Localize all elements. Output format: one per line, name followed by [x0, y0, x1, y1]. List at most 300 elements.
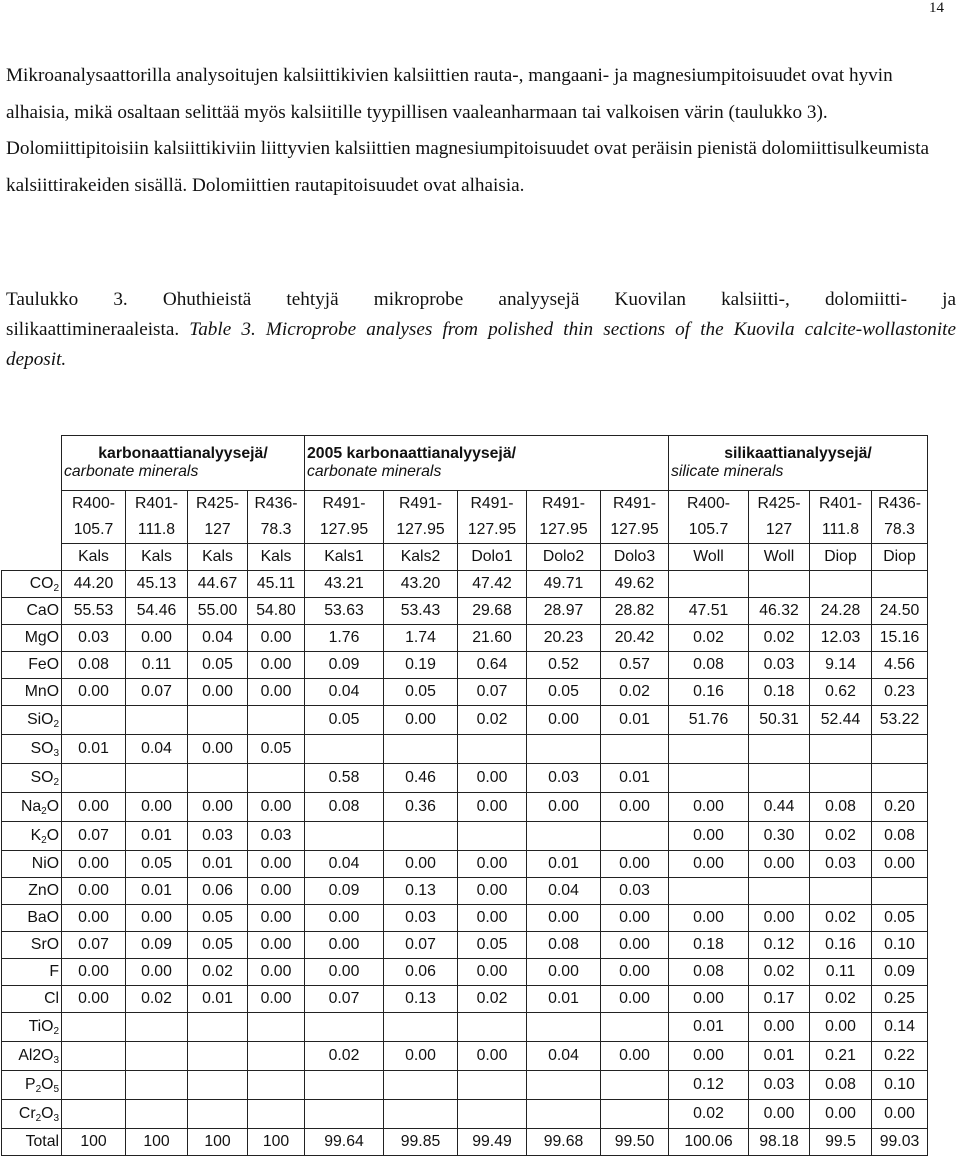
value-cell — [872, 764, 928, 793]
value-cell: 0.03 — [749, 652, 810, 679]
sample-id — [669, 491, 749, 544]
sample-id — [749, 491, 810, 544]
value-cell — [749, 571, 810, 598]
sample-id-top: R401- — [818, 495, 863, 512]
value-cell: 0.00 — [62, 851, 126, 878]
oxide-label: $CO_2$ — [2, 571, 62, 598]
sample-id-bottom: 105.7 — [73, 521, 114, 538]
value-cell: 55.00 — [188, 598, 248, 625]
value-cell — [810, 878, 872, 905]
value-cell: 0.13 — [384, 986, 458, 1013]
value-cell: 0.05 — [188, 652, 248, 679]
sample-id — [62, 491, 126, 544]
value-cell: 1.76 — [305, 625, 384, 652]
corner-cell — [2, 544, 62, 571]
value-cell: 0.02 — [126, 986, 188, 1013]
value-cell — [305, 822, 384, 851]
value-cell — [126, 1042, 188, 1071]
value-cell: 0.09 — [872, 959, 928, 986]
sample-id-top: R425- — [195, 495, 240, 512]
oxide-label: MnO — [2, 679, 62, 706]
value-cell — [62, 706, 126, 735]
value-cell — [872, 571, 928, 598]
value-cell — [527, 1013, 601, 1042]
value-cell — [810, 571, 872, 598]
value-cell: 0.00 — [601, 986, 669, 1013]
table-row — [2, 1100, 928, 1129]
oxide-label: MgO — [2, 625, 62, 652]
sample-id-top: R425- — [757, 495, 801, 512]
table-row — [2, 679, 928, 706]
value-cell: 0.09 — [305, 878, 384, 905]
sample-id-top: R491- — [612, 495, 657, 512]
value-cell — [458, 1013, 527, 1042]
oxide-label: $Al2O_3$ — [2, 1042, 62, 1071]
value-cell: 54.46 — [126, 598, 188, 625]
value-cell: 0.02 — [810, 986, 872, 1013]
value-cell: 0.46 — [384, 764, 458, 793]
value-cell: 0.00 — [458, 793, 527, 822]
value-cell: 0.58 — [305, 764, 384, 793]
value-cell — [384, 1100, 458, 1129]
value-cell: 0.00 — [248, 878, 305, 905]
value-cell: 0.02 — [601, 679, 669, 706]
sample-id — [810, 491, 872, 544]
value-cell: 0.02 — [810, 905, 872, 932]
value-cell — [872, 735, 928, 764]
value-cell: 0.01 — [188, 986, 248, 1013]
value-cell: 99.85 — [384, 1129, 458, 1156]
value-cell: 0.05 — [872, 905, 928, 932]
value-cell: 0.05 — [248, 735, 305, 764]
value-cell: 0.12 — [749, 932, 810, 959]
value-cell: 0.00 — [305, 905, 384, 932]
value-cell: 0.00 — [188, 793, 248, 822]
group-header — [305, 436, 669, 491]
value-cell — [749, 764, 810, 793]
value-cell: 0.13 — [384, 878, 458, 905]
value-cell: 0.14 — [872, 1013, 928, 1042]
value-cell: 0.00 — [601, 959, 669, 986]
value-cell: 12.03 — [810, 625, 872, 652]
value-cell: 0.08 — [810, 1071, 872, 1100]
value-cell — [749, 735, 810, 764]
oxide-label: $P_2O_5$ — [2, 1071, 62, 1100]
value-cell: 0.01 — [62, 735, 126, 764]
value-cell: 0.03 — [384, 905, 458, 932]
value-cell: 0.00 — [669, 1042, 749, 1071]
sample-id-bottom: 111.8 — [137, 521, 176, 538]
value-cell: 0.00 — [62, 793, 126, 822]
value-cell: 0.00 — [126, 793, 188, 822]
value-cell: 0.08 — [527, 932, 601, 959]
value-cell: 0.21 — [810, 1042, 872, 1071]
sample-id — [458, 491, 527, 544]
sample-id — [384, 491, 458, 544]
value-cell — [458, 1071, 527, 1100]
value-cell: 0.00 — [669, 793, 749, 822]
value-cell: 0.02 — [810, 822, 872, 851]
value-cell: 0.07 — [126, 679, 188, 706]
value-cell: 28.82 — [601, 598, 669, 625]
oxide-label: $Na_2O$ — [2, 793, 62, 822]
value-cell: 0.00 — [749, 851, 810, 878]
value-cell: 0.16 — [810, 932, 872, 959]
value-cell: 0.10 — [872, 932, 928, 959]
value-cell: 0.52 — [527, 652, 601, 679]
table-row — [2, 764, 928, 793]
value-cell — [669, 764, 749, 793]
value-cell — [62, 1013, 126, 1042]
value-cell: 0.00 — [126, 959, 188, 986]
sample-id-top: R400- — [71, 495, 116, 512]
value-cell: 0.18 — [749, 679, 810, 706]
value-cell — [305, 735, 384, 764]
sample-id-bottom: 127.95 — [467, 521, 517, 538]
value-cell: 0.02 — [669, 625, 749, 652]
value-cell: 53.63 — [305, 598, 384, 625]
mineral-name: Woll — [749, 544, 810, 571]
value-cell: 0.00 — [384, 706, 458, 735]
sample-id-bottom: 127.95 — [539, 521, 588, 538]
value-cell — [126, 764, 188, 793]
value-cell: 0.00 — [458, 851, 527, 878]
mineral-name: Diop — [810, 544, 872, 571]
sample-id-top: R401- — [134, 495, 179, 512]
value-cell: 0.08 — [810, 793, 872, 822]
value-cell: 0.12 — [669, 1071, 749, 1100]
value-cell: 49.71 — [527, 571, 601, 598]
value-cell — [188, 764, 248, 793]
value-cell: 0.03 — [749, 1071, 810, 1100]
sample-id — [188, 491, 248, 544]
microprobe-table — [1, 435, 928, 1156]
value-cell: 0.05 — [458, 932, 527, 959]
value-cell: 0.00 — [458, 905, 527, 932]
value-cell: 0.03 — [248, 822, 305, 851]
value-cell — [527, 822, 601, 851]
value-cell — [669, 735, 749, 764]
value-cell: 0.00 — [248, 851, 305, 878]
value-cell — [188, 706, 248, 735]
value-cell: 15.16 — [872, 625, 928, 652]
value-cell: 9.14 — [810, 652, 872, 679]
sample-id-bottom: 127.95 — [610, 521, 659, 538]
value-cell — [248, 1100, 305, 1129]
value-cell: 46.32 — [749, 598, 810, 625]
mineral-name: Kals — [248, 544, 305, 571]
oxide-label: Total — [2, 1129, 62, 1156]
value-cell: 0.08 — [62, 652, 126, 679]
value-cell: 52.44 — [810, 706, 872, 735]
value-cell: 0.01 — [527, 986, 601, 1013]
value-cell: 100 — [188, 1129, 248, 1156]
oxide-label: $SO_2$ — [2, 764, 62, 793]
group-subtitle: carbonate minerals — [64, 463, 199, 480]
oxide-label: F — [2, 959, 62, 986]
value-cell — [62, 1042, 126, 1071]
value-cell: 0.02 — [669, 1100, 749, 1129]
value-cell: 43.20 — [384, 571, 458, 598]
value-cell: 0.00 — [305, 959, 384, 986]
sample-id-bottom: 111.8 — [821, 521, 860, 538]
value-cell — [527, 1100, 601, 1129]
value-cell — [126, 706, 188, 735]
sample-id-top: R491- — [541, 495, 586, 512]
mineral-name: Dolo2 — [527, 544, 601, 571]
mineral-name: Diop — [872, 544, 928, 571]
value-cell: 0.64 — [458, 652, 527, 679]
value-cell — [669, 571, 749, 598]
table-row — [2, 793, 928, 822]
value-cell — [669, 878, 749, 905]
value-cell: 0.01 — [188, 851, 248, 878]
table-row — [2, 932, 928, 959]
value-cell: 0.09 — [305, 652, 384, 679]
value-cell: 98.18 — [749, 1129, 810, 1156]
value-cell — [248, 1013, 305, 1042]
oxide-label: $SO_3$ — [2, 735, 62, 764]
sample-id — [872, 491, 928, 544]
value-cell: 0.07 — [62, 822, 126, 851]
oxide-label: $Cr_2O_3$ — [2, 1100, 62, 1129]
value-cell: 0.01 — [126, 878, 188, 905]
value-cell: 99.49 — [458, 1129, 527, 1156]
sample-id-top: R436- — [877, 495, 922, 512]
value-cell: 0.02 — [458, 986, 527, 1013]
value-cell: 4.56 — [872, 652, 928, 679]
value-cell — [458, 735, 527, 764]
mineral-name: Kals1 — [305, 544, 384, 571]
value-cell — [384, 1013, 458, 1042]
value-cell: 0.00 — [384, 1042, 458, 1071]
value-cell: 0.00 — [458, 878, 527, 905]
value-cell: 53.22 — [872, 706, 928, 735]
value-cell: 0.04 — [188, 625, 248, 652]
sample-id-bottom: 127 — [765, 521, 793, 538]
table-row — [2, 1129, 928, 1156]
value-cell: 0.03 — [601, 878, 669, 905]
value-cell: 99.03 — [872, 1129, 928, 1156]
value-cell — [188, 1071, 248, 1100]
value-cell: 0.18 — [669, 932, 749, 959]
oxide-label: SrO — [2, 932, 62, 959]
value-cell: 0.00 — [248, 905, 305, 932]
value-cell: 0.57 — [601, 652, 669, 679]
value-cell — [872, 878, 928, 905]
table-row — [2, 625, 928, 652]
value-cell: 0.02 — [458, 706, 527, 735]
oxide-label: SiO$_2$ — [2, 706, 62, 735]
value-cell: 0.00 — [305, 932, 384, 959]
value-cell — [248, 1042, 305, 1071]
value-cell: 0.04 — [126, 735, 188, 764]
value-cell — [384, 822, 458, 851]
value-cell: 0.00 — [749, 905, 810, 932]
oxide-label: $K_2O$ — [2, 822, 62, 851]
table-row — [2, 959, 928, 986]
value-cell: 0.00 — [62, 959, 126, 986]
value-cell: 21.60 — [458, 625, 527, 652]
value-cell — [126, 1100, 188, 1129]
value-cell: 0.01 — [126, 822, 188, 851]
oxide-label: FeO — [2, 652, 62, 679]
value-cell: 0.08 — [305, 793, 384, 822]
value-cell: 0.02 — [749, 959, 810, 986]
value-cell: 0.00 — [62, 679, 126, 706]
mineral-name: Kals — [188, 544, 248, 571]
value-cell: 0.03 — [810, 851, 872, 878]
caption-finnish-line2: silikaattimineraaleista. — [6, 319, 180, 340]
value-cell: 28.97 — [527, 598, 601, 625]
value-cell — [527, 735, 601, 764]
value-cell — [248, 706, 305, 735]
value-cell: 0.05 — [188, 905, 248, 932]
value-cell — [126, 1071, 188, 1100]
value-cell: 0.00 — [749, 1100, 810, 1129]
sample-id-top: R400- — [686, 495, 731, 512]
value-cell — [188, 1100, 248, 1129]
value-cell: 0.02 — [188, 959, 248, 986]
oxide-label: CaO — [2, 598, 62, 625]
value-cell: 24.28 — [810, 598, 872, 625]
table-row — [2, 652, 928, 679]
value-cell: 100 — [126, 1129, 188, 1156]
value-cell: 47.42 — [458, 571, 527, 598]
value-cell: 0.01 — [669, 1013, 749, 1042]
value-cell: 24.50 — [872, 598, 928, 625]
value-cell — [601, 735, 669, 764]
value-cell: 0.23 — [872, 679, 928, 706]
value-cell: 43.21 — [305, 571, 384, 598]
value-cell: 0.00 — [248, 932, 305, 959]
sample-id-top: R436- — [254, 495, 298, 512]
value-cell: 0.05 — [126, 851, 188, 878]
value-cell — [305, 1100, 384, 1129]
sample-id-top: R491- — [470, 495, 514, 512]
value-cell: 0.00 — [669, 822, 749, 851]
table-row — [2, 706, 928, 735]
value-cell: 0.03 — [188, 822, 248, 851]
value-cell: 0.00 — [62, 986, 126, 1013]
oxide-label: TiO$_2$ — [2, 1013, 62, 1042]
value-cell — [601, 1013, 669, 1042]
oxide-label: NiO — [2, 851, 62, 878]
value-cell: 45.11 — [248, 571, 305, 598]
value-cell: 0.00 — [248, 793, 305, 822]
table-row — [2, 905, 928, 932]
value-cell: 44.67 — [188, 571, 248, 598]
sample-id — [527, 491, 601, 544]
table-row — [2, 878, 928, 905]
value-cell — [305, 1071, 384, 1100]
value-cell: 29.68 — [458, 598, 527, 625]
value-cell: 51.76 — [669, 706, 749, 735]
value-cell: 0.01 — [601, 706, 669, 735]
sample-id-bottom: 127.95 — [319, 521, 369, 538]
value-cell: 0.05 — [527, 679, 601, 706]
value-cell: 0.00 — [601, 905, 669, 932]
value-cell — [248, 1071, 305, 1100]
table-row — [2, 986, 928, 1013]
value-cell: 0.16 — [669, 679, 749, 706]
value-cell: 0.00 — [458, 764, 527, 793]
value-cell: 0.00 — [872, 851, 928, 878]
value-cell: 100.06 — [669, 1129, 749, 1156]
value-cell: 0.36 — [384, 793, 458, 822]
value-cell: 0.00 — [126, 905, 188, 932]
value-cell: 0.00 — [669, 851, 749, 878]
group-title: karbonaattianalyysejä/ — [98, 445, 268, 462]
value-cell: 0.00 — [248, 625, 305, 652]
value-cell: 0.22 — [872, 1042, 928, 1071]
value-cell: 0.00 — [62, 878, 126, 905]
value-cell: 0.08 — [669, 652, 749, 679]
page-number: 14 — [929, 0, 944, 16]
mineral-name: Dolo3 — [601, 544, 669, 571]
value-cell: 0.00 — [248, 652, 305, 679]
table-caption — [6, 285, 956, 375]
value-cell — [188, 1013, 248, 1042]
value-cell: 50.31 — [749, 706, 810, 735]
value-cell: 47.51 — [669, 598, 749, 625]
value-cell: 0.00 — [601, 932, 669, 959]
value-cell: 20.42 — [601, 625, 669, 652]
value-cell: 0.00 — [810, 1013, 872, 1042]
sample-id-bottom: 127.95 — [396, 521, 445, 538]
value-cell: 0.00 — [527, 793, 601, 822]
value-cell: 0.25 — [872, 986, 928, 1013]
value-cell: 0.62 — [810, 679, 872, 706]
value-cell: 0.04 — [527, 878, 601, 905]
value-cell: 0.04 — [305, 851, 384, 878]
group-subtitle: carbonate minerals — [307, 463, 442, 480]
value-cell: 0.10 — [872, 1071, 928, 1100]
sample-id — [601, 491, 669, 544]
value-cell — [810, 764, 872, 793]
value-cell: 99.5 — [810, 1129, 872, 1156]
value-cell — [601, 822, 669, 851]
sample-id-bottom: 105.7 — [688, 521, 729, 538]
sample-id — [126, 491, 188, 544]
mineral-name: Woll — [669, 544, 749, 571]
mineral-name: Dolo1 — [458, 544, 527, 571]
table-row — [2, 851, 928, 878]
value-cell: 0.17 — [749, 986, 810, 1013]
table-row — [2, 1013, 928, 1042]
value-cell: 0.08 — [872, 822, 928, 851]
value-cell: 0.04 — [305, 679, 384, 706]
value-cell: 0.20 — [872, 793, 928, 822]
oxide-label: Cl — [2, 986, 62, 1013]
value-cell — [458, 1100, 527, 1129]
value-cell: 99.50 — [601, 1129, 669, 1156]
value-cell — [527, 1071, 601, 1100]
value-cell: 0.00 — [669, 905, 749, 932]
value-cell: 0.03 — [62, 625, 126, 652]
value-cell: 0.00 — [248, 679, 305, 706]
value-cell: 0.07 — [458, 679, 527, 706]
sample-id-bottom: 127 — [204, 521, 231, 538]
value-cell: 0.00 — [527, 905, 601, 932]
corner-cell — [2, 436, 62, 491]
mineral-name: Kals2 — [384, 544, 458, 571]
table-row — [2, 571, 928, 598]
value-cell: 0.03 — [527, 764, 601, 793]
value-cell: 0.05 — [305, 706, 384, 735]
corner-cell — [2, 491, 62, 544]
mineral-name: Kals — [62, 544, 126, 571]
